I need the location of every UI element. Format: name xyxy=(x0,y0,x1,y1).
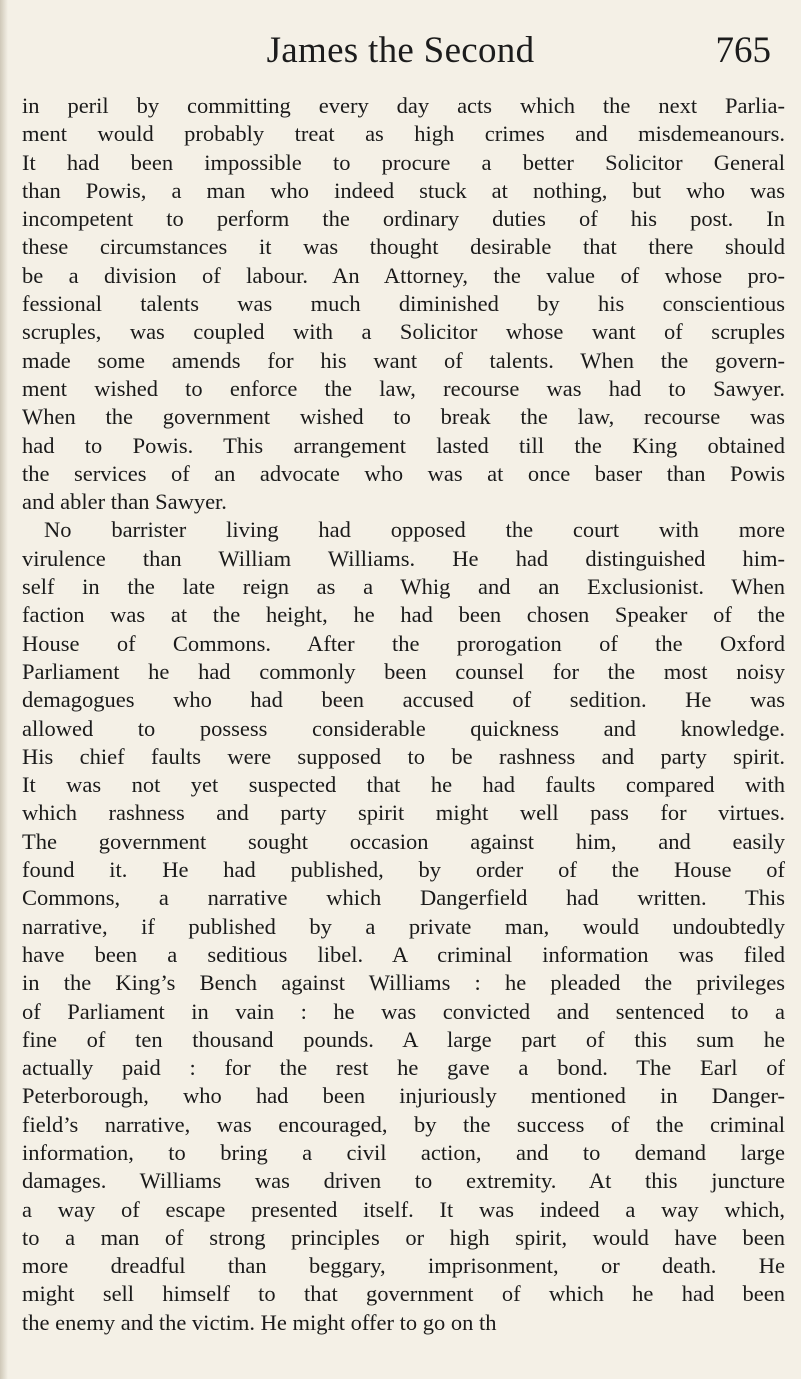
text-line: fine of ten thousand pounds. A large part of this sum he xyxy=(22,1026,785,1052)
body-text xyxy=(22,92,785,1337)
text-line: the services of an advocate who was at once baser than Powis xyxy=(22,460,785,486)
text-line: a way of escape presented itself. It was indeed a way which, xyxy=(22,1196,785,1222)
text-line: of Parliament in vain : he was convicted and sentenced to a xyxy=(22,998,785,1024)
text-line: damages. Williams was driven to extremity. At this juncture xyxy=(22,1168,785,1194)
text-line: virulence than William Williams. He had distinguished him- xyxy=(22,545,785,571)
text-line: might sell himself to that government of which he had been xyxy=(22,1281,785,1307)
text-line: had to Powis. This arrangement lasted till the King obtained xyxy=(22,432,785,458)
text-line: information, to bring a civil action, and to demand large xyxy=(22,1139,785,1165)
text-line: Peterborough, who had been injuriously mentioned in Danger- xyxy=(22,1083,785,1109)
text-line: to a man of strong principles or high spirit, would have been xyxy=(22,1224,785,1250)
paragraph xyxy=(22,92,785,516)
text-line: be a division of labour. An Attorney, the value of whose pro- xyxy=(22,262,785,288)
text-line: made some amends for his want of talents. When the govern- xyxy=(22,347,785,373)
text-line: No barrister living had opposed the court with more xyxy=(44,517,785,543)
text-line: ment would probably treat as high crimes and misdemeanours. xyxy=(22,121,785,147)
text-line: self in the late reign as a Whig and an Exclusionist. When xyxy=(22,574,785,600)
text-line: and abler than Sawyer. xyxy=(22,489,227,515)
text-line: Parliament he had commonly been counsel for the most noisy xyxy=(22,658,785,684)
text-line: than Powis, a man who indeed stuck at nothing, but who was xyxy=(22,177,785,203)
text-line: faction was at the height, he had been chosen Speaker of the xyxy=(22,602,785,628)
text-line: His chief faults were supposed to be rashness and party spirit. xyxy=(22,743,785,769)
text-line: which rashness and party spirit might well pass for virtues. xyxy=(22,800,785,826)
text-line: these circumstances it was thought desirable that there should xyxy=(22,234,785,260)
text-line: fessional talents was much diminished by his conscientious xyxy=(22,291,785,317)
text-line: scruples, was coupled with a Solicitor whose want of scruples xyxy=(22,319,785,345)
text-line: House of Commons. After the prorogation of the Oxford xyxy=(22,630,785,656)
page-gutter-shadow xyxy=(0,0,8,1379)
text-line: the enemy and the victim. He might offer to go on th xyxy=(22,1309,497,1335)
page-header xyxy=(0,26,801,86)
text-line: in peril by committing every day acts which the next Parlia- xyxy=(22,93,785,118)
page-number: 765 xyxy=(715,30,771,71)
text-line: field’s narrative, was encouraged, by the success of the criminal xyxy=(22,1111,785,1137)
text-line: demagogues who had been accused of sedition. He was xyxy=(22,687,785,713)
paragraph xyxy=(22,516,785,1337)
running-title: James the Second xyxy=(266,30,535,71)
text-line: Commons, a narrative which Dangerfield had written. This xyxy=(22,885,785,911)
text-line: more dreadful than beggary, imprisonment, or death. He xyxy=(22,1253,785,1279)
text-line: found it. He had published, by order of the House of xyxy=(22,857,785,883)
text-line: The government sought occasion against him, and easily xyxy=(22,828,785,854)
text-line: actually paid : for the rest he gave a bond. The Earl of xyxy=(22,1055,785,1081)
text-line: When the government wished to break the law, recourse was xyxy=(22,404,785,430)
text-line: in the King’s Bench against Williams : he pleaded the privileges xyxy=(22,970,785,996)
text-line: narrative, if published by a private man, would undoubtedly xyxy=(22,913,785,939)
text-line: ment wished to enforce the law, recourse was had to Sawyer. xyxy=(22,375,785,401)
text-line: have been a seditious libel. A criminal information was filed xyxy=(22,941,785,967)
text-line: allowed to possess considerable quickness and knowledge. xyxy=(22,715,785,741)
text-line: It was not yet suspected that he had faults compared with xyxy=(22,772,785,798)
text-line: It had been impossible to procure a better Solicitor General xyxy=(22,149,785,175)
text-line: incompetent to perform the ordinary duties of his post. In xyxy=(22,206,785,232)
